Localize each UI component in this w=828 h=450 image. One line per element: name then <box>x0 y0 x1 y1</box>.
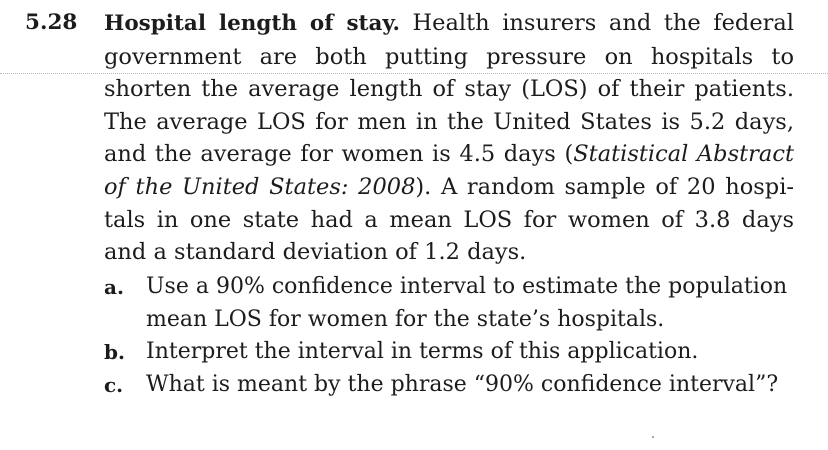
statement-text: and the average for women is 4.5 days ( <box>104 141 574 168</box>
exercise-number: 5.28 <box>25 10 78 35</box>
part-letter: c. <box>104 372 124 397</box>
part-c <box>104 369 794 402</box>
source-citation: of the United States: 2008 <box>104 173 416 200</box>
part-text: Use a 90% confidence interval to estimate the population <box>146 274 788 299</box>
exercise-statement <box>104 7 794 269</box>
statement-text: ). A random sample of 20 hospi- <box>415 173 795 200</box>
statement-line <box>104 7 794 41</box>
part-letter: b. <box>104 340 125 365</box>
statement-line: tals in one state had a mean LOS for women of 3.8 days <box>104 206 794 233</box>
statement-line: The average LOS for men in the United States is 5.2 days, <box>104 108 794 135</box>
part-text: mean LOS for women for the state’s hospitals. <box>146 306 665 332</box>
statement-line <box>104 138 794 171</box>
statement-line <box>104 171 794 204</box>
part-text: What is meant by the phrase “90% confidence interval”? <box>146 371 779 397</box>
part-a <box>104 271 794 336</box>
part-b <box>104 336 794 369</box>
exercise-parts-list <box>104 271 794 401</box>
statement-line: and a standard deviation of 1.2 days. <box>104 239 527 266</box>
part-text: Interpret the interval in terms of this application. <box>146 339 699 365</box>
exercise-title: Hospital length of stay. <box>104 11 400 36</box>
part-letter: a. <box>104 275 124 299</box>
statement-line: government are both putting pressure on hospitals to <box>104 43 794 70</box>
source-citation: Statistical Abstract <box>573 141 794 168</box>
statement-line: shorten the average length of stay (LOS) of their patients. <box>104 76 794 103</box>
statement-text: Health insurers and the federal <box>412 10 795 36</box>
scan-speck <box>652 436 654 438</box>
